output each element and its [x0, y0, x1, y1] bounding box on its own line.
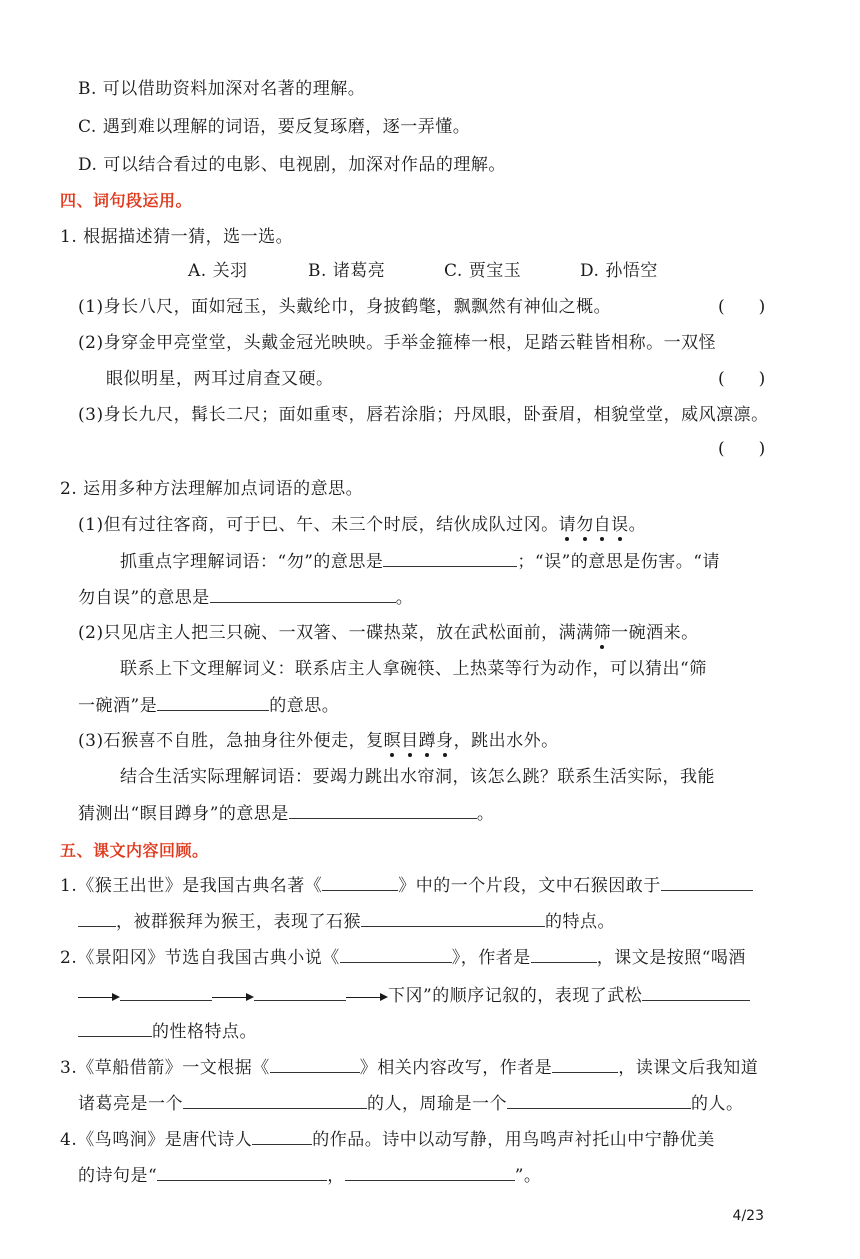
section-4-title: 四、词句段运用。	[60, 191, 193, 210]
s5-q4-text-b: 的作品。诗中以动写静，用鸟鸣声衬托山中宁静优美	[312, 1130, 715, 1150]
s5-q3-text-a: 3.《草船借箭》一文根据《	[60, 1058, 270, 1078]
blank-jingyanggang-novel[interactable]	[340, 946, 452, 963]
s5-q4-line2	[78, 1164, 541, 1187]
q1-option-d: D. 孙悟空	[580, 261, 658, 281]
s5-q1-text-b: 》中的一个片段，文中石猴因敢于	[398, 876, 661, 896]
blank-caochuan-author[interactable]	[552, 1056, 618, 1073]
q2-s2-prompt: 一碗酒”是	[78, 696, 158, 716]
s5-q4-text-e: ”。	[514, 1166, 542, 1186]
dotted-word-mingmudunshen	[384, 731, 454, 751]
q2-s1-end: 。	[628, 515, 647, 535]
option-b: B. 可以借助资料加深对名著的理解。	[78, 79, 366, 99]
s5-q1-line2	[78, 910, 615, 933]
blank-wusong-trait-b[interactable]	[78, 1020, 152, 1037]
dotted-word-qingwuziwu	[559, 515, 629, 535]
s5-q3-text-b: 》相关内容改写，作者是	[359, 1058, 553, 1078]
dotted-word-shai	[594, 623, 612, 643]
option-d: D. 可以结合看过的电影、电视剧，加深对作品的理解。	[78, 155, 506, 175]
s5-q1-text-c: ，被群猴拜为猴王，表现了石猴	[116, 912, 361, 932]
q1-option-b: B. 诸葛亮	[308, 261, 386, 281]
q1-item-2a: (2)身穿金甲亮堂堂，头戴金冠光映映。手举金箍棒一根，足踏云鞋皆相称。一双怪	[78, 333, 717, 353]
s5-q2-text-b: 》，作者是	[451, 948, 531, 968]
blank-sequence-1[interactable]	[120, 984, 212, 1001]
answer-paren-3[interactable]: ( )	[718, 439, 766, 459]
blank-wusong-trait-a[interactable]	[642, 984, 750, 1001]
option-c: C. 遇到难以理解的词语，要反复琢磨，逐一弄懂。	[78, 117, 471, 137]
q2-s3-answer-line2	[78, 802, 494, 825]
q2-sentence-2	[78, 622, 699, 644]
s5-q4-text-d: ，	[327, 1166, 345, 1186]
blank-qingwuziwu-meaning[interactable]	[210, 586, 396, 603]
q2-s1-text: (1)但有过往客商，可于巳、午、未三个时辰，结伙成队过冈。	[78, 515, 559, 535]
q2-s3-text: (3)石猴喜不自胜，急抽身往外便走，复	[78, 731, 384, 751]
s5-q1-text-a: 1.《猴王出世》是我国古典名著《	[60, 876, 323, 896]
q2-s1-prompt: 抓重点字理解词语：“勿”的意思是	[120, 552, 384, 572]
q2-s3-end2: 。	[476, 804, 495, 824]
s5-q2-text-e: 的性格特点。	[152, 1022, 257, 1042]
blank-source-book[interactable]	[270, 1056, 360, 1073]
dotted-char: 身	[436, 731, 454, 751]
dotted-char: 误	[611, 515, 629, 535]
arrow-icon	[212, 989, 254, 1005]
blank-shihou-trait[interactable]	[361, 910, 545, 927]
dotted-char: 蹲	[418, 731, 437, 751]
section-5-title: 五、课文内容回顾。	[60, 841, 209, 860]
s5-q2-line1	[60, 946, 746, 969]
q2-s2-answer-line2	[78, 694, 339, 717]
dotted-char: 勿	[576, 515, 594, 535]
s5-q3-text-d: 诸葛亮是一个	[78, 1094, 183, 1114]
q2-stem: 2. 运用多种方法理解加点词语的意思。	[60, 479, 364, 499]
q1-option-c: C. 贾宝玉	[444, 261, 522, 281]
s5-q3-text-c: ，读课文后我知道	[618, 1058, 759, 1078]
blank-mingmudunshen-meaning[interactable]	[289, 802, 477, 819]
q2-sentence-3	[78, 730, 559, 752]
s5-q3-text-e: 的人，周瑜是一个	[367, 1094, 507, 1114]
answer-paren-1[interactable]: ( )	[718, 297, 766, 317]
dotted-char: 目	[401, 731, 419, 751]
s5-q4-text-a: 4.《鸟鸣涧》是唐代诗人	[60, 1130, 253, 1150]
blank-zhugeliang-trait[interactable]	[183, 1092, 367, 1109]
s5-q2-line2	[78, 984, 750, 1007]
blank-jingyanggang-author[interactable]	[531, 946, 597, 963]
s5-q1-text-d: 的特点。	[545, 912, 615, 932]
q2-s1-end2: 。	[395, 588, 414, 608]
q2-s1-answer-line1	[120, 550, 720, 573]
arrow-icon	[346, 989, 388, 1005]
arrow-icon	[78, 989, 120, 1005]
q2-s2-end: 一碗酒来。	[611, 623, 699, 643]
s5-q2-text-d: 下冈”的顺序记叙的，表现了武松	[388, 986, 643, 1006]
blank-shai-meaning[interactable]	[157, 694, 269, 711]
q2-s2-end2: 的意思。	[269, 696, 340, 716]
page-number: 4/23	[732, 1208, 764, 1224]
blank-novel-name[interactable]	[322, 874, 398, 891]
q2-s3-end: ，跳出水外。	[453, 731, 559, 751]
q2-s3-prompt: 猜测出“瞑目蹲身”的意思是	[78, 804, 289, 824]
blank-poem-line-2[interactable]	[345, 1164, 515, 1181]
s5-q3-line1	[60, 1056, 758, 1079]
answer-paren-2[interactable]: ( )	[718, 369, 766, 389]
dotted-char: 瞑	[383, 731, 402, 751]
blank-zhouyu-trait[interactable]	[507, 1092, 691, 1109]
blank-poem-line-1[interactable]	[157, 1164, 327, 1181]
q2-s2-text: (2)只见店主人把三只碗、一双箸、一碟热菜，放在武松面前，满满	[78, 623, 594, 643]
q2-s1-prompt2: ；“误”的意思是伤害。“请	[517, 552, 720, 572]
s5-q2-line3	[78, 1020, 257, 1043]
blank-shihou-dare-a[interactable]	[661, 874, 753, 891]
q2-s3-answer-line1: 结合生活实际理解词语：要竭力跳出水帘洞，该怎么跳？联系生活实际，我能	[120, 767, 715, 787]
blank-wu-meaning[interactable]	[383, 550, 517, 567]
dotted-char: 自	[593, 515, 612, 535]
s5-q4-line1	[60, 1128, 715, 1151]
s5-q2-text-c: ，课文是按照“喝酒	[596, 948, 746, 968]
s5-q3-text-f: 的人。	[691, 1094, 744, 1114]
dotted-char: 请	[558, 515, 577, 535]
blank-shihou-dare-b[interactable]	[78, 910, 116, 927]
q1-stem: 1. 根据描述猜一猜，选一选。	[60, 227, 294, 247]
q2-s1-answer-line2	[78, 586, 413, 609]
blank-sequence-2[interactable]	[254, 984, 346, 1001]
blank-poet[interactable]	[252, 1128, 312, 1145]
s5-q4-text-c: 的诗句是“	[78, 1166, 158, 1186]
s5-q2-text-a: 2.《景阳冈》节选自我国古典小说《	[60, 948, 340, 968]
q1-item-2b: 眼似明星，两耳过肩查又硬。	[106, 369, 334, 389]
q1-item-1: (1)身长八尺，面如冠玉，头戴纶巾，身披鹤氅，飘飘然有神仙之概。	[78, 297, 612, 317]
q2-sentence-1	[78, 514, 646, 536]
s5-q1-line1	[60, 874, 753, 897]
q2-s1-prompt3: 勿自误”的意思是	[78, 588, 210, 608]
s5-q3-line2	[78, 1092, 744, 1115]
q1-option-a: A. 关羽	[188, 261, 248, 281]
dotted-char: 筛	[593, 623, 612, 643]
q2-s2-answer-line1: 联系上下文理解词义：联系店主人拿碗筷、上热菜等行为动作，可以猜出“筛	[120, 659, 707, 679]
q1-item-3: (3)身长九尺，髯长二尺；面如重枣，唇若涂脂；丹凤眼，卧蚕眉，相貌堂堂，威风凛凛。	[78, 405, 769, 425]
